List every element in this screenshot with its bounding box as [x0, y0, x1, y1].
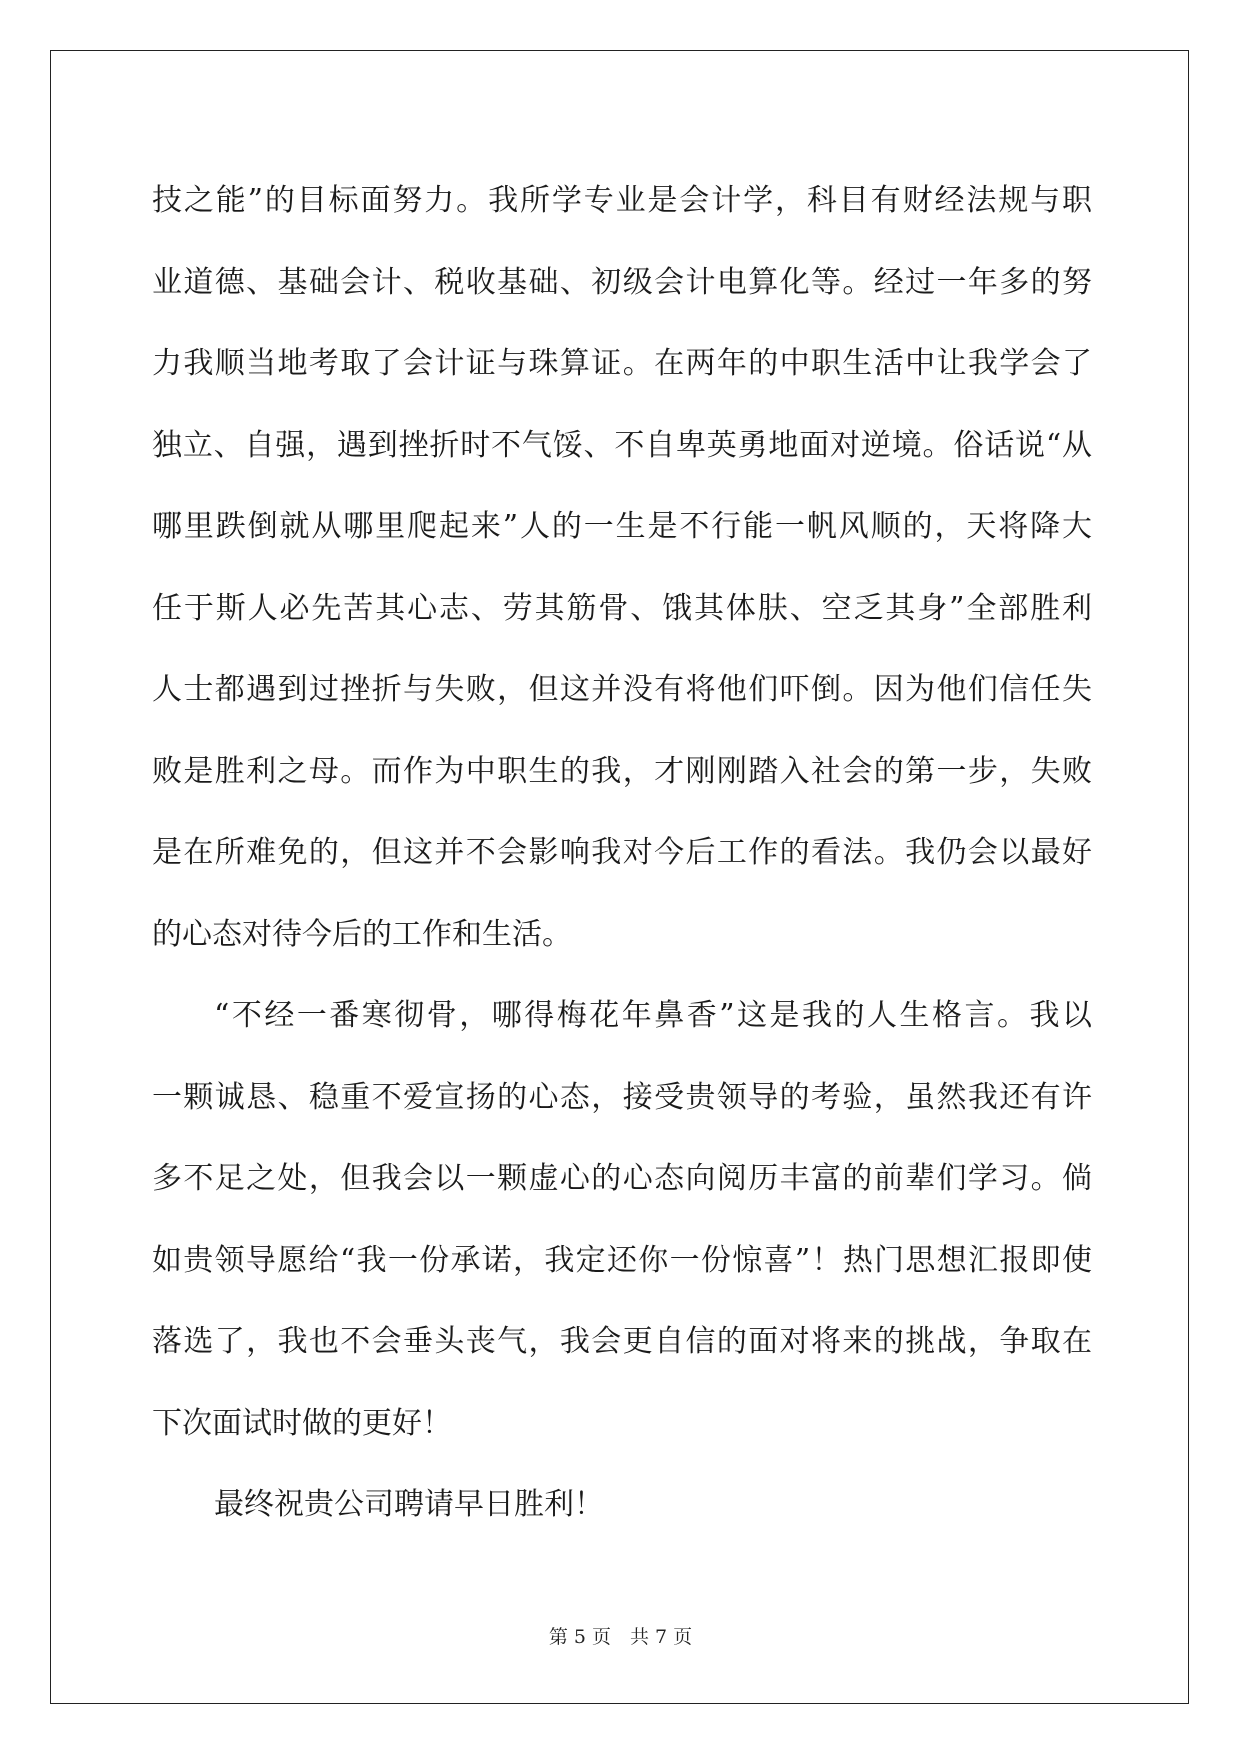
text-line: 落选了，我也不会垂头丧气，我会更自信的面对将来的挑战，争取在 — [152, 1324, 1092, 1359]
text-line: 下次面试时做的更好！ — [152, 1405, 452, 1441]
paragraph-3 — [152, 1464, 1092, 1546]
text-line: 如贵领导愿给“我一份承诺，我定还你一份惊喜”！热门思想汇报即使 — [152, 1242, 1092, 1278]
text-line: 任于斯人必先苦其心志、劳其筋骨、饿其体肤、空乏其身”全部胜利 — [152, 590, 1092, 626]
text-line: 多不足之处，但我会以一颗虚心的心态向阅历丰富的前辈们学习。倘 — [152, 1161, 1092, 1196]
text-line: 技之能”的目标面努力。我所学专业是会计学，科目有财经法规与职 — [152, 183, 1092, 218]
text-line: 人士都遇到过挫折与失败，但这并没有将他们吓倒。因为他们信任失 — [152, 672, 1092, 707]
text-line: 力我顺当地考取了会计证与珠算证。在两年的中职生活中让我学会了 — [152, 346, 1092, 381]
text-line: 败是胜利之母。而作为中职生的我，才刚刚踏入社会的第一步，失败 — [152, 753, 1092, 789]
page-number: 第 5 页 共 7 页 — [548, 1626, 693, 1648]
text-line: 最终祝贵公司聘请早日胜利！ — [214, 1487, 604, 1522]
text-line: 独立、自强，遇到挫折时不气馁、不自卑英勇地面对逆境。俗话说“从 — [152, 427, 1092, 463]
text-line: 一颗诚恳、稳重不爱宣扬的心态，接受贵领导的考验，虽然我还有许 — [152, 1079, 1092, 1115]
text-line: 是在所难免的，但这并不会影响我对今后工作的看法。我仍会以最好 — [152, 835, 1092, 870]
text-line: 业道德、基础会计、税收基础、初级会计电算化等。经过一年多的努 — [152, 264, 1092, 300]
text-line: 哪里跌倒就从哪里爬起来”人的一生是不行能一帆风顺的，天将降大 — [152, 509, 1092, 544]
paragraph-1 — [152, 160, 1092, 975]
text-line: “不经一番寒彻骨，哪得梅花年鼻香”这是我的人生格言。我以 — [214, 998, 1092, 1033]
document-body — [152, 160, 1092, 1546]
text-line: 的心态对待今后的工作和生活。 — [152, 916, 572, 952]
paragraph-2 — [152, 975, 1092, 1464]
